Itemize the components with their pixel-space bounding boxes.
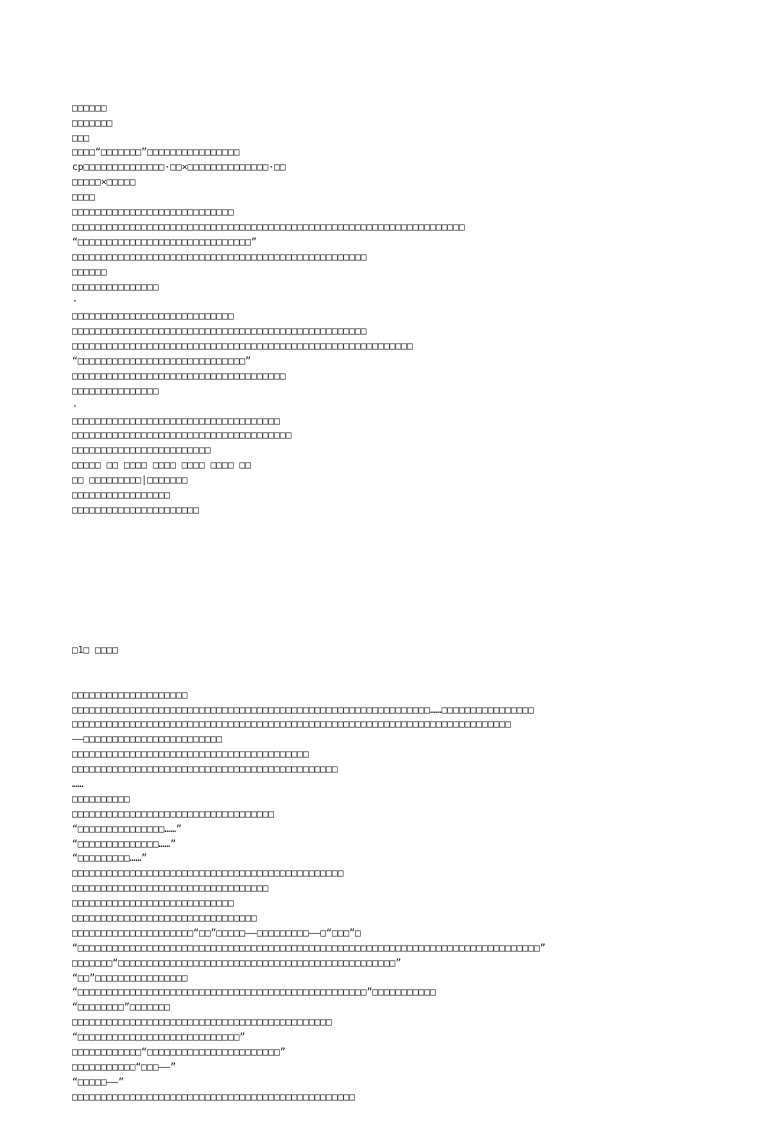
text-line: □□□□□□□□□□□□□□□□□□□□□□□□□□□□□□□□□□□□□□□□□□□□□□□□□□□□□□□□□□□□□□□□□□□□ [72, 221, 465, 233]
text-line: …… [72, 779, 84, 791]
text-line: □□□□□□□□□□□□“□□□□□□□□□□□□□□□□□□□□□□□” [72, 1047, 286, 1059]
text-line: □□□□□□□□□□□□□□□ [72, 281, 159, 293]
document-body-chapter [72, 689, 732, 1106]
text-line: □□□ [72, 132, 90, 144]
text-line: “□□□□□□□□□□□□□□□□□□□□□□□□□□□□” [72, 1032, 246, 1044]
text-line: □□□□□□□□□□□“□□□——” [72, 1061, 176, 1073]
text-line: □□□□□□□□□□□□□□□□□□□□ [72, 689, 188, 701]
text-line: □□□□□□□□□□□□□□□□□□□□□□□□□□□□□□□□□□□□□□ [72, 430, 292, 442]
text-line: · [72, 400, 78, 412]
text-line: □□□□□□□□□□ [72, 793, 130, 805]
text-line: □□□□□□□□□□□□□□□□□□□□□□□□□□□□□□□□□□□□□□□□□□□□□□ [72, 764, 338, 776]
text-line: “□□□□□□□□□□□□□□□□□□□□□□□□□□□□□□□□□□□□□□□□□□□□□□□□□□”□□□□□□□□□□□ [72, 987, 436, 999]
document-page [72, 72, 732, 1121]
text-line: □□□□□□ [72, 266, 107, 278]
text-line: □□□□□□□□□□□□□□□□□□□□□□□□□□□□□□□□□□□□□□□□□□□□□□□□□□□ [72, 251, 367, 263]
text-line: · [72, 296, 78, 308]
text-line: “□□□□□□□□□□□□□□□□□□□□□□□□□□□□□□□□□□□□□□□□□□□□□□□□□□□□□□□□□□□□□□□□□□□□□□□□□□□□□□□□” [72, 942, 546, 954]
text-line: □□□□□□□□□□□□□□□□□□□□□□□□□□□□□□□□□□□□□□□□□□□□□□□□□□□□□□□□□□□□□□……□□□□□□□□□□□□□□□□ [72, 704, 535, 716]
text-line: □□□□□□□□□□□□□□□□□□□□□□□□□□□□□□□□□□□□□□□□□□□□□□□ [72, 868, 344, 880]
text-line: “□□”□□□□□□□□□□□□□□□□ [72, 972, 188, 984]
text-line: □□□□□□□□□□□□□□□□□□□□□□□□□□□□□□□□□□□□□ [72, 370, 286, 382]
text-line: □□□□□□□□□□□□□□□□□□□□□□□□□□□□□□□□□□□□□□□□□ [72, 749, 309, 761]
text-line: □□□□□□□□□□□□□□□□□□□□□□□□□□□□□□□□□□ [72, 883, 269, 895]
document-body-top [72, 102, 732, 519]
text-line: □□□□□□□□□□□□□□□□□□□□□□□□□□□□□□□□□□□□□□□□□□□□□□□□□□□□□□□□□□□ [72, 341, 413, 353]
text-line: □□□□□□□□□□□□□□□□□□□□□□□□□□□□□□□□□□□□□□□□□□□□□□□□□□□ [72, 326, 367, 338]
text-line: ——□□□□□□□□□□□□□□□□□□□□□□□□ [72, 734, 223, 746]
text-line: □□□□□□□□□□□□□□□□□□□□□□□□□□□□□□□□□□□□□□□□□□□□□□□□□ [72, 1091, 356, 1103]
text-line: □□□□□□□□□□□□□□□□□□□□□□□□□□□□ [72, 207, 234, 219]
text-line: “□□□□□□□□□□□□□□……” [72, 838, 176, 850]
text-line: “□□□□□□□□□□□□□□□□□□□□□□□□□□□□□□” [72, 236, 257, 248]
text-line: □□□□□□□□□□□□□□□□□□□□□□□□□□□□□□□□ [72, 913, 257, 925]
text-line: □□□□□□□□□□□□□□□□□ [72, 489, 171, 501]
text-line: “□□□□□□□□□□□□□□□□□□□□□□□□□□□□□” [72, 355, 252, 367]
text-line: □□□□□ □□ □□□□ □□□□ □□□□ □□□□ □□ [72, 460, 252, 472]
text-line: □□□□□□□□□□□□□□□□□□□□□□□□□□□□□□□□□□□ [72, 808, 275, 820]
text-line: □□□□□□□□□□□□□□□ [72, 385, 159, 397]
text-line: □□ □□□□□□□□□|□□□□□□□ [72, 475, 188, 487]
text-line: □□□□□□□□□□□□□□□□□□□□□□□□□□□□□□□□□□□□□□□□□□□□□□□□□□□□□□□□□□□□□□□□□□□□□□□□□□□□ [72, 719, 511, 731]
text-line: □□□□□□□“□□□□□□□□□□□□□□□□□□□□□□□□□□□□□□□□□□□□□□□□□□□□□□□□” [72, 957, 402, 969]
text-line: “□□□□□□□□□□□□□□□……” [72, 823, 182, 835]
text-line: cp□□□□□□□□□□□□□□·□□×□□□□□□□□□□□□□□·□□ [72, 162, 286, 174]
text-line: □□□□□×□□□□□ [72, 177, 136, 189]
text-line: □□□□“□□□□□□□”□□□□□□□□□□□□□□□□ [72, 147, 240, 159]
text-line: “□□□□□□□□□……” [72, 853, 148, 865]
spacer [72, 549, 732, 564]
text-line: “□□□□□——” [72, 1076, 124, 1088]
text-line: □□□□□□□□□□□□□□□□□□□□□□□□□□□□□□□□□□□□ [72, 415, 280, 427]
text-line: □□□□□□□□□□□□□□□□□□□□□□□□□□□□□□□□□□□□□□□□□□□□□ [72, 1017, 332, 1029]
text-line: □□□□□□□□□□□□□□□□□□□□□□□□□□□□ [72, 311, 234, 323]
text-line: □□□□□□□□□□□□□□□□□□□□□□ [72, 504, 200, 516]
text-line: □□□□□□□□□□□□□□□□□□□□□□□□ [72, 445, 211, 457]
text-line: □□□□□□□□□□□□□□□□□□□□□□□□□□□□ [72, 898, 234, 910]
text-line: □□□□□□□□□□□□□□□□□□□□□“□□”□□□□□——□□□□□□□□□——□“□□□”□ [72, 927, 361, 939]
spacer [72, 593, 732, 608]
text-line: □□□□□□□ [72, 117, 113, 129]
chapter-heading: □1□ □□□□ [72, 644, 119, 656]
text-line: □□□□ [72, 192, 96, 204]
text-line: □□□□□□ [72, 102, 107, 114]
text-line: “□□□□□□□□”□□□□□□□ [72, 1002, 171, 1014]
